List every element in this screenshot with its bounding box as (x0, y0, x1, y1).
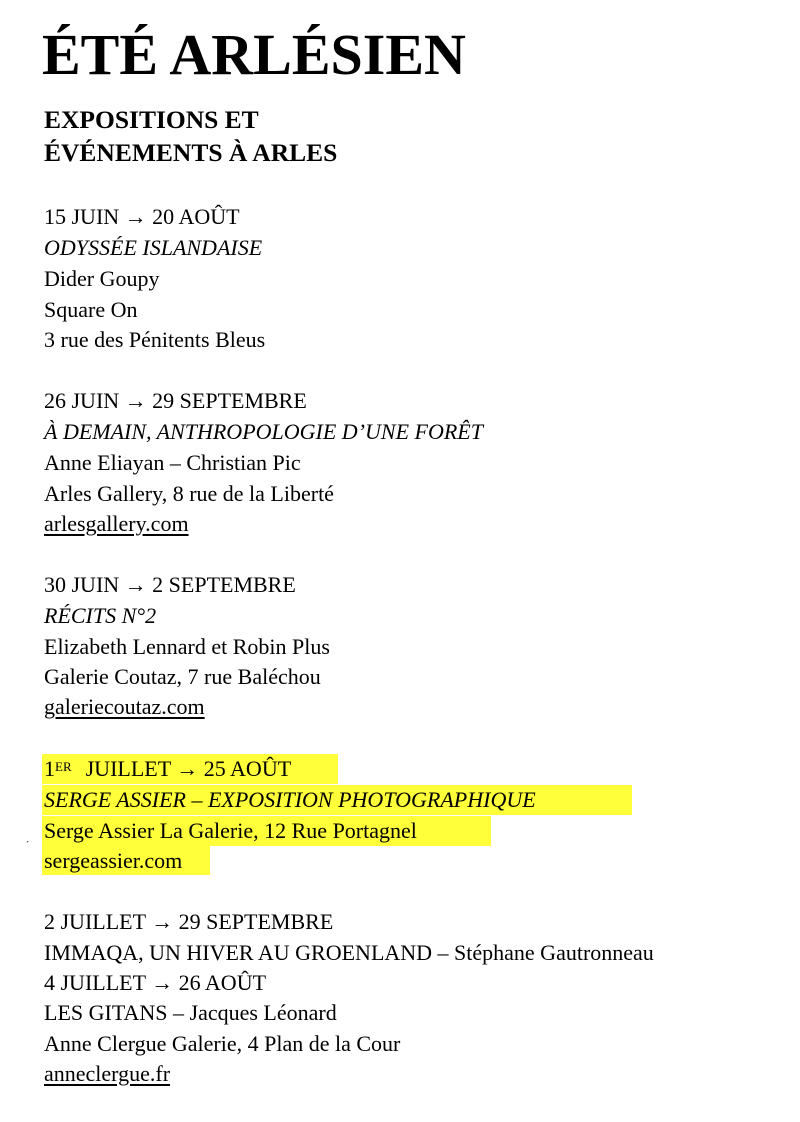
event-website-link[interactable]: galeriecoutaz.com (44, 694, 205, 719)
event-artist: Anne Eliayan – Christian Pic (44, 450, 301, 475)
event-dates: 2 JUILLET → 29 SEPTEMBRE (44, 909, 334, 934)
event-venue: Anne Clergue Galerie, 4 Plan de la Cour (44, 1031, 401, 1056)
event-dates: 15 JUIN → 20 AOÛT (44, 204, 240, 229)
subtitle-line-2: ÉVÉNEMENTS À ARLES (44, 138, 338, 167)
event-date-ordinal: ER (55, 759, 72, 774)
event-title-artist: IMMAQA, UN HIVER AU GROENLAND – Stéphane Gautronneau (44, 940, 654, 965)
event-website-link[interactable]: arlesgallery.com (44, 511, 189, 536)
page-title: ÉTÉ ARLÉSIEN (42, 22, 466, 87)
event-venue: Square On (44, 297, 138, 322)
event-dates: 4 JUILLET → 26 AOÛT (44, 970, 267, 995)
event-website-link[interactable]: anneclergue.fr (44, 1061, 171, 1086)
page-subtitle (44, 103, 337, 169)
stray-pen-mark: ˹ (26, 840, 30, 851)
event-website-link[interactable]: sergeassier.com (44, 848, 183, 873)
event-title-artist: LES GITANS – Jacques Léonard (44, 1000, 337, 1025)
event-dates (44, 754, 291, 783)
event-artist: Dider Goupy (44, 266, 160, 291)
event-dates: 26 JUIN → 29 SEPTEMBRE (44, 388, 307, 413)
subtitle-line-1: EXPOSITIONS ET (44, 105, 259, 134)
event-dates: 30 JUIN → 2 SEPTEMBRE (44, 572, 296, 597)
event-title: RÉCITS N°2 (44, 603, 157, 628)
event-title: À DEMAIN, ANTHROPOLOGIE D’UNE FORÊT (44, 419, 483, 444)
event-artist: Elizabeth Lennard et Robin Plus (44, 634, 330, 659)
event-date-range: JUILLET → 25 AOÛT (85, 756, 292, 781)
event-venue: Arles Gallery, 8 rue de la Liberté (44, 481, 334, 506)
event-date-day: 1 (44, 756, 55, 781)
event-title: SERGE ASSIER – EXPOSITION PHOTOGRAPHIQUE (44, 787, 536, 812)
event-title: ODYSSÉE ISLANDAISE (44, 235, 263, 260)
event-venue: Galerie Coutaz, 7 rue Baléchou (44, 664, 321, 689)
event-address: 3 rue des Pénitents Bleus (44, 327, 266, 352)
event-venue: Serge Assier La Galerie, 12 Rue Portagnel (44, 818, 417, 843)
